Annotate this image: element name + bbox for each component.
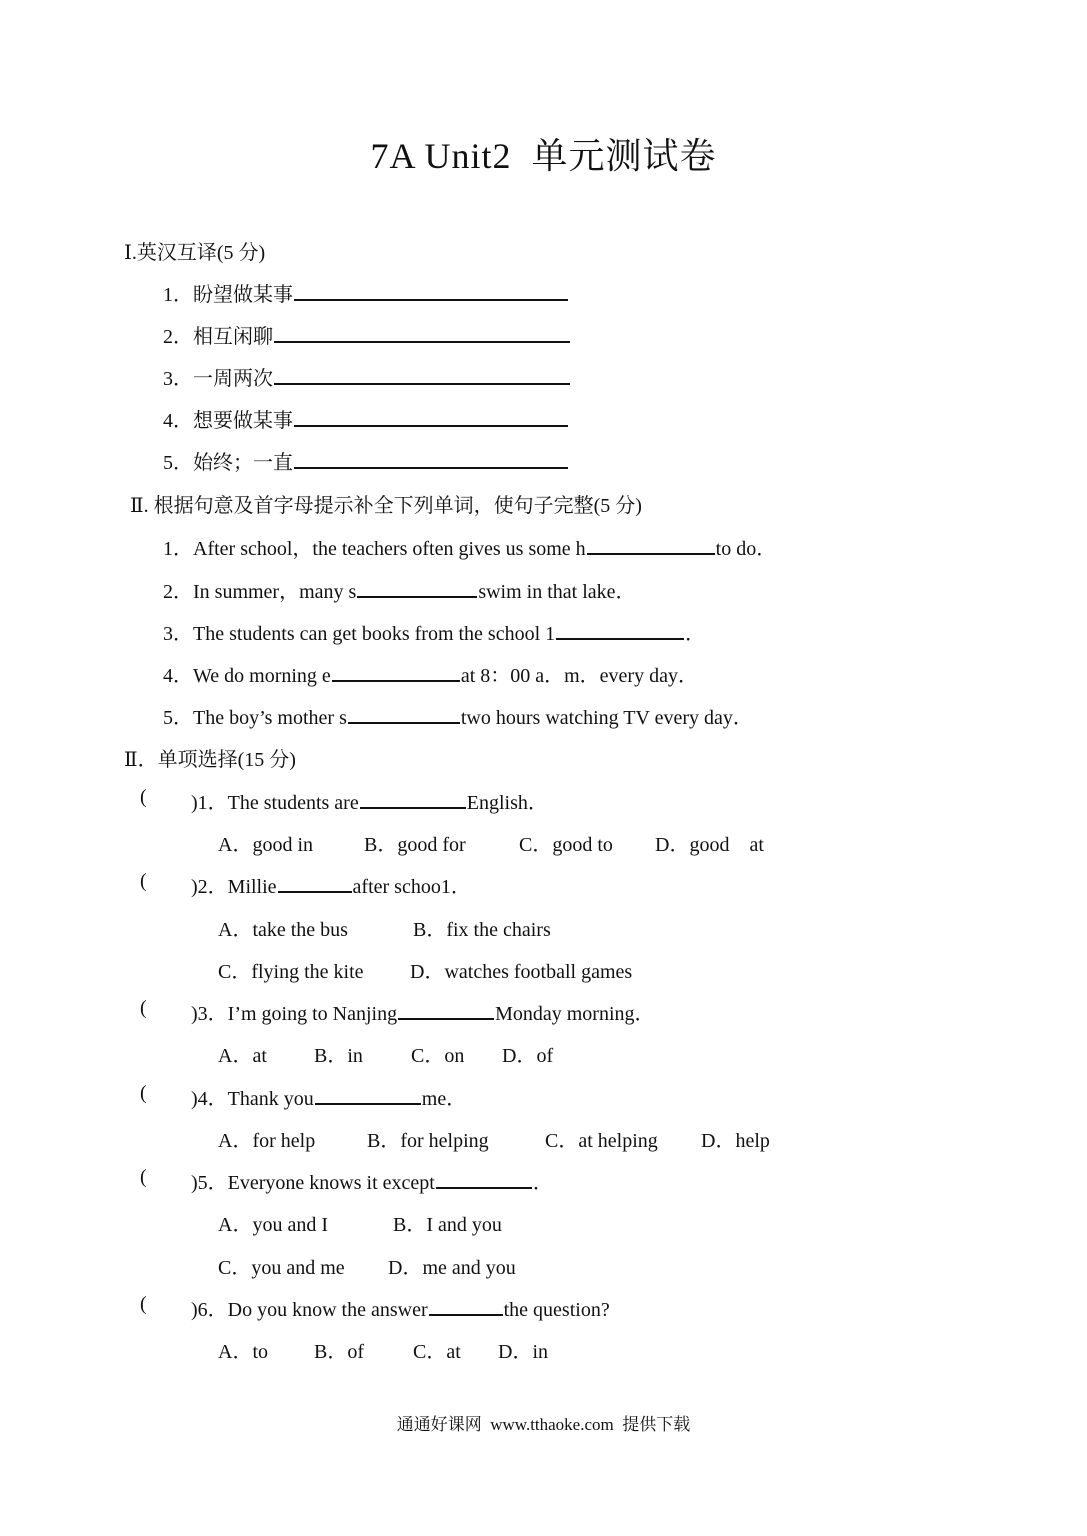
option-a[interactable]: A．good in [218,834,313,856]
question-text: after schoo1． [352,876,471,898]
section-2-item [163,575,636,604]
option-a[interactable]: A．for help [218,1130,316,1152]
option-c[interactable]: C．flying the kite [218,961,364,983]
section-1-item [163,278,569,307]
option-d[interactable]: D．watches football games [410,961,633,983]
question-3 [191,997,655,1026]
answer-paren[interactable]: ( [140,1293,147,1315]
answer-blank[interactable] [278,871,352,893]
option-c[interactable]: C．good to [519,834,613,856]
answer-blank[interactable] [357,576,477,598]
question-text: )1．The students are [191,792,359,814]
item-text: swim in that lake． [478,581,636,603]
item-text: 4．We do morning e [163,665,331,687]
question-text: ． [532,1172,553,1194]
question-text: Monday morning． [495,1003,655,1025]
answer-paren[interactable]: ( [140,786,147,808]
answer-blank[interactable] [274,363,570,385]
answer-blank[interactable] [332,660,460,682]
answer-paren[interactable]: ( [140,1082,147,1104]
option-c[interactable]: C．at [413,1341,461,1363]
question-2 [191,870,471,899]
answer-blank[interactable] [556,618,684,640]
item-text: 4．想要做某事 [163,410,293,432]
answer-blank[interactable] [398,998,494,1020]
section-1-item [163,362,571,391]
option-d[interactable]: D．of [502,1045,554,1067]
question-text: )2．Millie [191,876,277,898]
item-text: 3．The students can get books from the school 1 [163,623,556,645]
question-4 [191,1082,466,1111]
option-c[interactable]: C．on [411,1045,465,1067]
item-text: 2．In summer，many s [163,581,357,603]
section-2-item [163,617,705,646]
section-3-heading: Ⅱ．单项选择(15 分) [124,749,296,771]
answer-paren[interactable]: ( [140,1166,147,1188]
question-text: )5．Everyone knows it except [191,1172,435,1194]
answer-blank[interactable] [315,1083,421,1105]
question-1 [191,786,548,815]
answer-blank[interactable] [274,321,570,343]
option-b[interactable]: B．in [314,1045,363,1067]
answer-blank[interactable] [429,1294,503,1316]
option-a[interactable]: A．to [218,1341,268,1363]
section-1-heading: Ⅰ.英汉互译(5 分) [124,242,266,264]
answer-blank[interactable] [348,702,460,724]
item-text: 3．一周两次 [163,368,273,390]
page-footer: 通通好课网 www.tthaoke.com 提供下载 [396,1415,691,1434]
option-b[interactable]: B．of [314,1341,364,1363]
item-text: 2．相互闲聊 [163,326,273,348]
item-text: to do． [715,538,777,560]
section-1-item [163,320,571,349]
item-text: two hours watching TV every day． [460,707,753,729]
section-2-heading: Ⅱ. 根据句意及首字母提示补全下列单词，使句子完整(5 分) [130,495,642,517]
option-a[interactable]: A．you and I [218,1214,328,1236]
answer-blank[interactable] [294,279,568,301]
answer-blank[interactable] [360,787,466,809]
option-b[interactable]: B．for helping [367,1130,489,1152]
option-c[interactable]: C．you and me [218,1257,345,1279]
section-2-item [163,659,698,688]
item-text: 5．The boy’s mother s [163,707,347,729]
answer-blank[interactable] [587,533,715,555]
section-1-item [163,404,569,433]
item-text: at 8：00 a．m．every day． [460,665,698,687]
section-2-item [163,701,753,730]
section-1-item [163,446,569,475]
option-a[interactable]: A．take the bus [218,919,348,941]
option-d[interactable]: D．help [701,1130,770,1152]
option-b[interactable]: B．good for [364,834,466,856]
answer-blank[interactable] [436,1167,532,1189]
item-text: ． [685,623,706,645]
answer-blank[interactable] [294,405,568,427]
question-5 [191,1166,553,1195]
question-text: )3．I’m going to Nanjing [191,1003,398,1025]
item-text: 5．始终；一直 [163,452,293,474]
option-d[interactable]: D．me and you [388,1257,516,1279]
option-b[interactable]: B．fix the chairs [413,919,551,941]
option-a[interactable]: A．at [218,1045,267,1067]
question-text: the question? [503,1299,610,1321]
option-d[interactable]: D．in [498,1341,548,1363]
question-text: me． [421,1088,467,1110]
option-d[interactable]: D．good at [655,834,764,856]
question-6 [191,1293,610,1322]
question-text: English． [466,792,548,814]
item-text: 1．After school，the teachers often gives us some h [163,538,586,560]
answer-blank[interactable] [294,447,568,469]
question-text: )4．Thank you [191,1088,314,1110]
answer-paren[interactable]: ( [140,870,147,892]
section-2-item [163,532,776,561]
item-text: 1．盼望做某事 [163,284,293,306]
option-b[interactable]: B．I and you [393,1214,502,1236]
page-title: 7A Unit2 单元测试卷 [370,136,717,176]
answer-paren[interactable]: ( [140,997,147,1019]
option-c[interactable]: C．at helping [545,1130,658,1152]
question-text: )6．Do you know the answer [191,1299,428,1321]
